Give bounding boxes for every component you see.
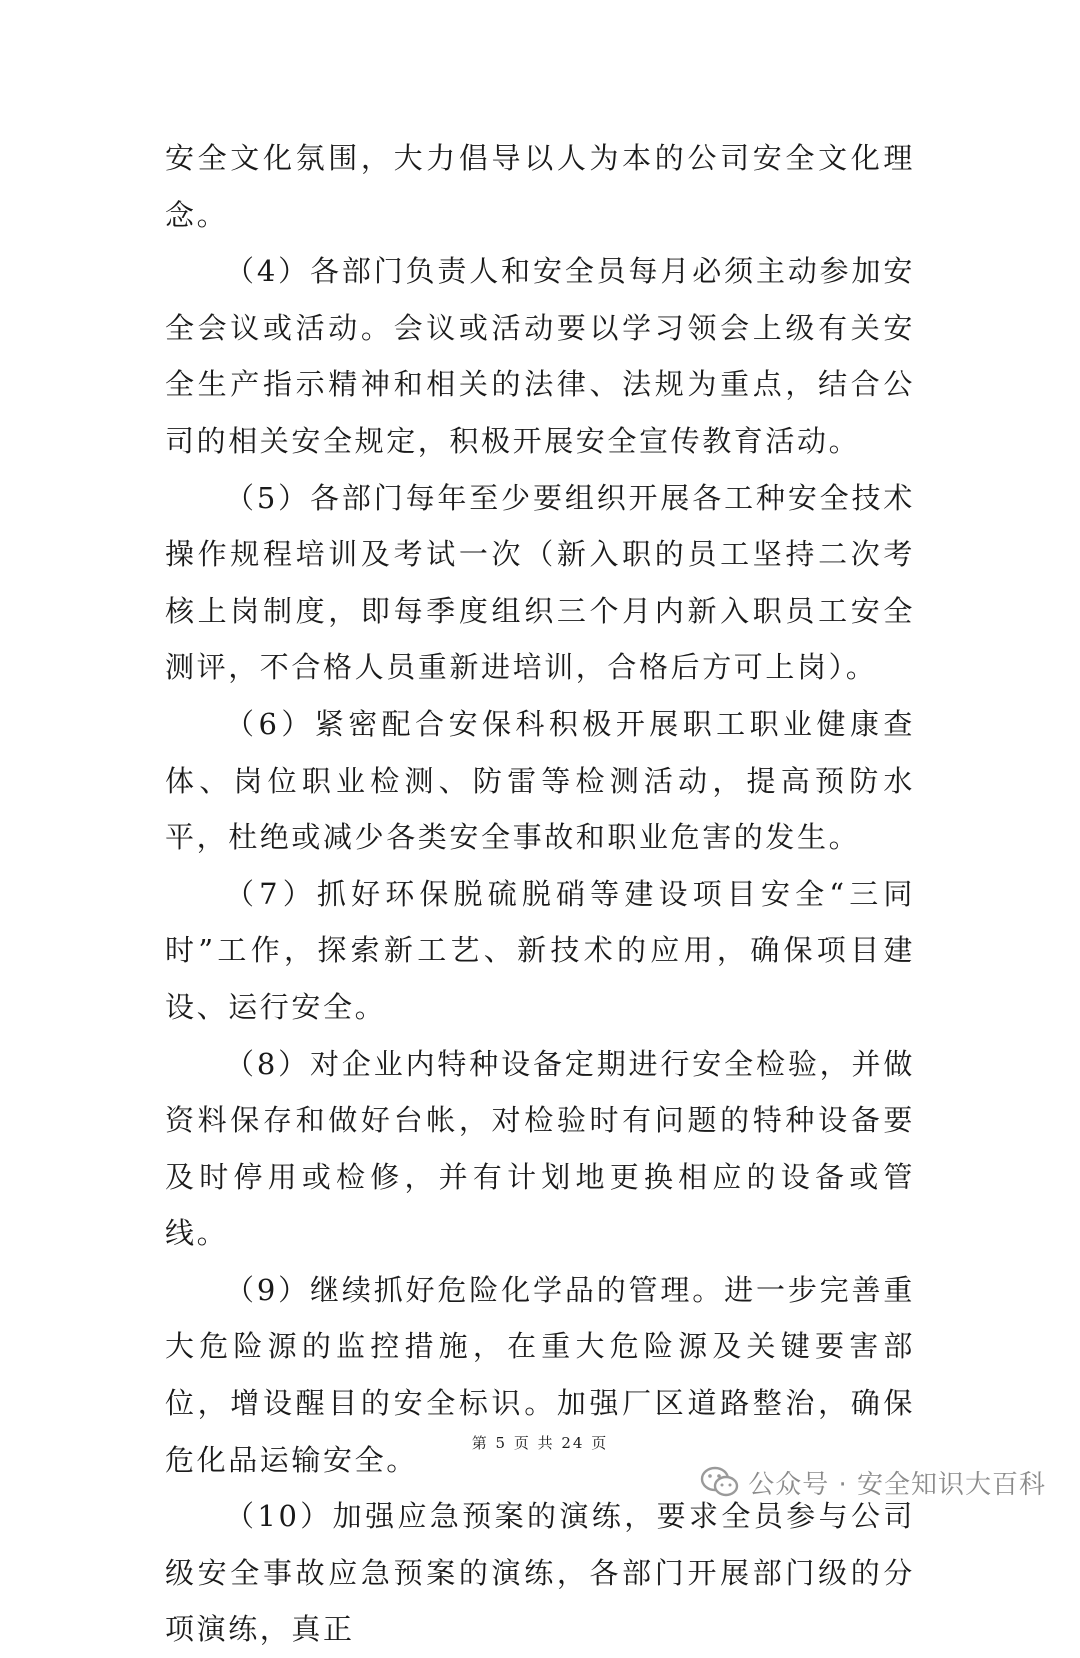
paragraph-item-5: （5）各部门每年至少要组织开展各工种安全技术操作规程培训及考试一次（新入职的员工坚持二次考核上岗制度，即每季度组织三个月内新入职员工安全测评，不合格人员重新进培训，合格后方可上岗）。: [165, 480, 915, 685]
page-number: 第 5 页 共 24 页: [471, 1434, 609, 1452]
paragraph-item-7: （7）抓好环保脱硫脱硝等建设项目安全“三同时”工作，探索新工艺、新技术的应用，确保项目建设、运行安全。: [165, 876, 915, 1024]
watermark-text: 公众号 · 安全知识大百科: [748, 1469, 1046, 1500]
paragraph-item-10: （10）加强应急预案的演练，要求全员参与公司级安全事故应急预案的演练，各部门开展部门级的分项演练，真正: [165, 1499, 915, 1647]
wechat-icon: [700, 1465, 740, 1499]
paragraph-continuation: 安全文化氛围，大力倡导以人为本的公司安全文化理念。: [165, 141, 915, 232]
paragraph-item-4: （4）各部门负责人和安全员每月必须主动参加安全会议或活动。会议或活动要以学习领会上级有关安全生产指示精神和相关的法律、法规为重点，结合公司的相关安全规定，积极开展安全宣传教育活动。: [165, 254, 915, 458]
watermark: [700, 1462, 1046, 1502]
document-body: [165, 130, 915, 1658]
paragraph-item-9: （9）继续抓好危险化学品的管理。进一步完善重大危险源的监控措施，在重大危险源及关键要害部位，增设醒目的安全标识。加强厂区道路整治，确保危化品运输安全。: [165, 1272, 915, 1477]
paragraph-item-8: （8）对企业内特种设备定期进行安全检验，并做资料保存和做好台帐，对检验时有问题的特种设备要及时停用或检修，并有计划地更换相应的设备或管线。: [165, 1046, 915, 1251]
paragraph-item-6: （6）紧密配合安保科积极开展职工职业健康查体、岗位职业检测、防雷等检测活动，提高预防水平，杜绝或减少各类安全事故和职业危害的发生。: [165, 706, 915, 855]
